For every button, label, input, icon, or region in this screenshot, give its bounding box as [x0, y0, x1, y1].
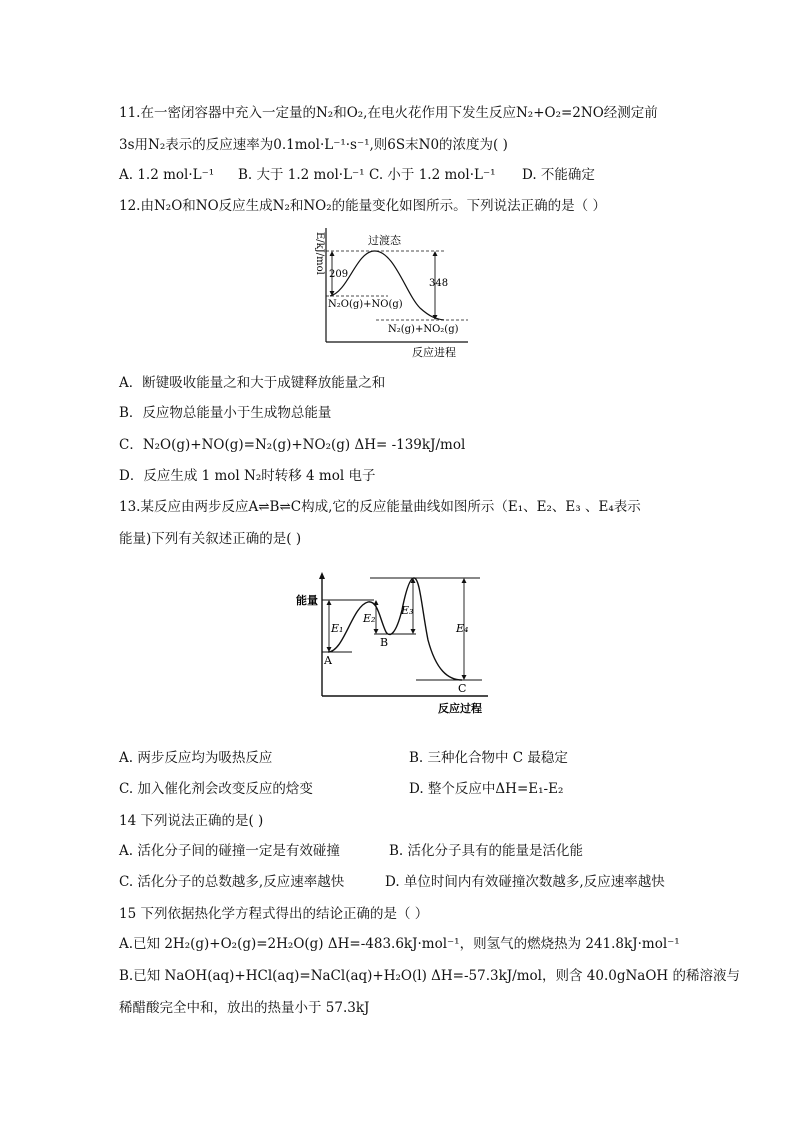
q12-option-a: A．断键吸收能量之和大于成键释放能量之和	[119, 375, 386, 391]
q15-option-b-line1: B.已知 NaOH(aq)+HCl(aq)=NaCl(aq)+H₂O(l) ΔH=-57.3kJ/mol，则含 40.0gNaOH 的稀溶液与	[119, 968, 740, 984]
q12-ylabel: E/kJ/mol	[314, 232, 325, 275]
q15-stem: 15 下列依据热化学方程式得出的结论正确的是（ ）	[119, 906, 429, 922]
q12-option-c: C．N₂O(g)+NO(g)=N₂(g)+NO₂(g) ΔH= -139kJ/mol	[119, 437, 466, 453]
q11-stem-line1: 11.在一密闭容器中充入一定量的N₂和O₂,在电火花作用下发生反应N₂+O₂=2NO经测定前	[119, 105, 658, 121]
q14-option-c: C. 活化分子的总数越多,反应速率越快	[119, 874, 345, 890]
q11-option-b: B. 大于 1.2 mol·L⁻¹	[238, 167, 365, 183]
q13-ylabel: 能量	[296, 594, 318, 607]
q11-stem-line2: 3s用N₂表示的反应速率为0.1mol·L⁻¹·s⁻¹,则6S末N0的浓度为( )	[119, 137, 508, 153]
q12-energy-diagram	[308, 224, 480, 364]
q13-label-c: C	[458, 682, 467, 695]
q12-reactants-label: N₂O(g)+NO(g)	[328, 299, 403, 310]
q13-label-b: B	[380, 636, 389, 649]
q13-stem-line2: 能量)下列有关叙述正确的是( )	[119, 531, 302, 547]
q13-option-c: C. 加入催化剂会改变反应的焓变	[119, 781, 313, 797]
q13-label-a: A	[324, 654, 332, 667]
q13-energy-diagram	[292, 570, 492, 718]
q11-option-a: A. 1.2 mol·L⁻¹	[119, 167, 215, 183]
q14-option-a: A. 活化分子间的碰撞一定是有效碰撞	[119, 843, 340, 859]
q13-label-e4: E₄	[456, 622, 469, 635]
q13-stem-line1: 13.某反应由两步反应A⇌B⇌C构成,它的反应能量曲线如图所示（E₁、E₂、E₃ 、E₄表示	[119, 499, 641, 515]
q13-option-d: D. 整个反应中ΔH=E₁-E₂	[409, 781, 564, 797]
q12-xlabel: 反应进程	[412, 346, 456, 359]
q13-label-e2: E₂	[363, 612, 376, 625]
q13-option-b: B. 三种化合物中 C 最稳定	[409, 750, 568, 766]
q14-stem: 14 下列说法正确的是( )	[119, 813, 264, 829]
q14-option-d: D. 单位时间内有效碰撞次数越多,反应速率越快	[385, 874, 665, 890]
q12-option-d: D．反应生成 1 mol N₂时转移 4 mol 电子	[119, 468, 376, 484]
q15-option-a: A.已知 2H₂(g)+O₂(g)=2H₂O(g) ΔH=-483.6kJ·mol⁻¹，则氢气的燃烧热为 241.8kJ·mol⁻¹	[119, 936, 680, 952]
q13-label-e1: E₁	[331, 622, 344, 635]
q13-label-e3: E₃	[401, 604, 414, 617]
q15-option-b-line2: 稀醋酸完全中和，放出的热量小于 57.3kJ	[119, 1000, 370, 1016]
q12-value-348: 348	[429, 278, 449, 289]
q11-option-c: C. 小于 1.2 mol·L⁻¹	[369, 167, 496, 183]
q11-option-d: D. 不能确定	[522, 167, 595, 183]
q12-transition-label: 过渡态	[368, 234, 401, 247]
q12-value-209: 209	[329, 269, 349, 280]
q12-products-label: N₂(g)+NO₂(g)	[388, 324, 459, 335]
q12-option-b: B．反应物总能量小于生成物总能量	[119, 405, 332, 421]
q13-energy-curve	[328, 578, 462, 680]
q13-option-a: A. 两步反应均为吸热反应	[119, 750, 273, 766]
q13-xlabel: 反应过程	[438, 702, 482, 715]
q14-option-b: B. 活化分子具有的能量是活化能	[389, 843, 584, 859]
q12-stem: 12.由N₂O和NO反应生成N₂和NO₂的能量变化如图所示。下列说法正确的是（ ）	[119, 198, 606, 214]
